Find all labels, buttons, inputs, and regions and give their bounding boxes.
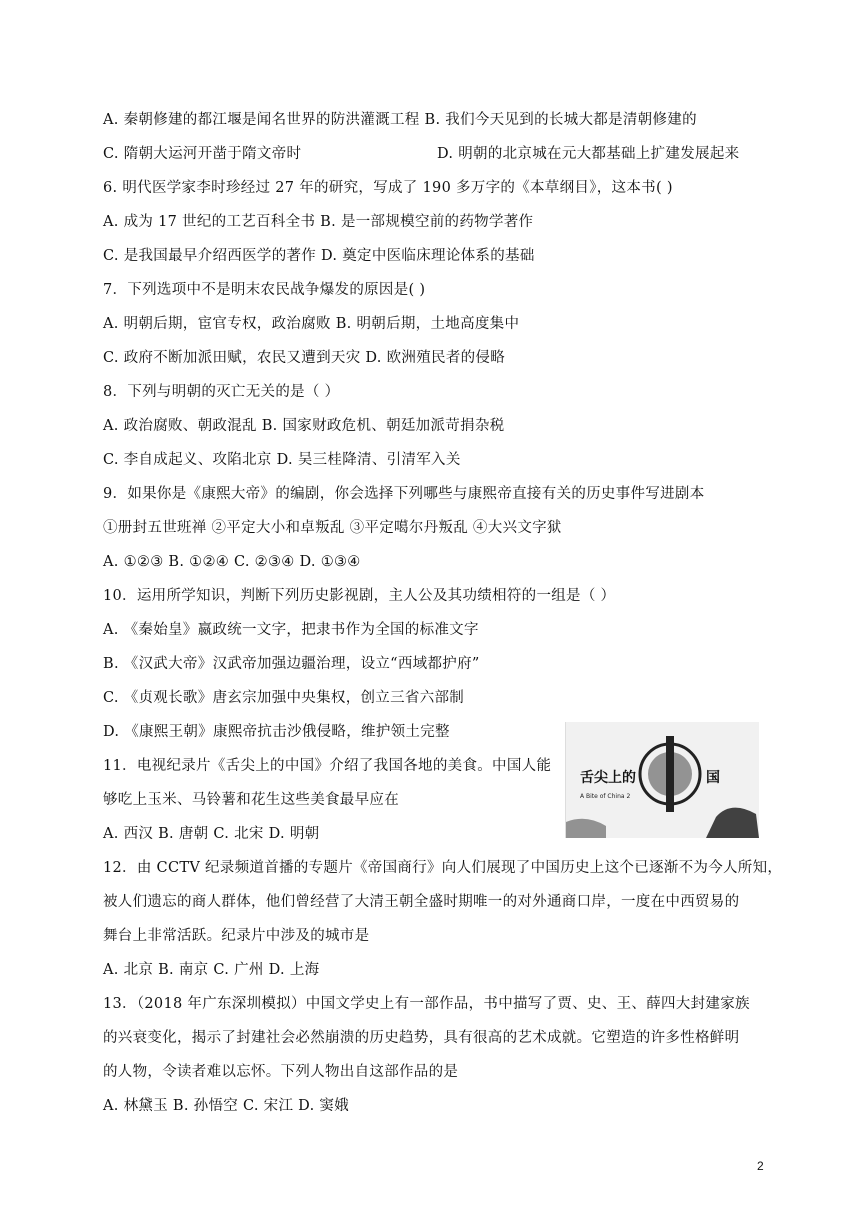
- q6-options-cd: C. 是我国最早介绍西医学的著作 D. 奠定中医临床理论体系的基础: [103, 248, 535, 264]
- photo-caption-en: A Bite of China 2: [580, 793, 631, 800]
- photo-caption-cn-end: 国: [706, 770, 720, 786]
- q6-options-ab: A. 成为 17 世纪的工艺百科全书 B. 是一部规模空前的药物学著作: [103, 214, 534, 230]
- page-number: 2: [757, 1159, 764, 1173]
- q11-options: A. 西汉 B. 唐朝 C. 北宋 D. 明朝: [103, 826, 320, 842]
- q7-options-ab: A. 明朝后期，宦官专权，政治腐败 B. 明朝后期，土地高度集中: [103, 316, 520, 332]
- q11-stem-1: 11．电视纪录片《舌尖上的中国》介绍了我国各地的美食。中国人能: [103, 758, 552, 774]
- q10-stem: 10．运用所学知识，判断下列历史影视剧，主人公及其功绩相符的一组是（ ）: [103, 588, 616, 604]
- bite-of-china-image: [565, 722, 759, 838]
- q8-options-cd: C. 李自成起义、攻陷北京 D. 吴三桂降清、引清军入关: [103, 452, 461, 468]
- q13-stem-2: 的兴衰变化，揭示了封建社会必然崩溃的历史趋势，具有很高的艺术成就。它塑造的许多性格鲜明: [103, 1030, 740, 1046]
- q13-options: A. 林黛玉 B. 孙悟空 C. 宋江 D. 窦娥: [103, 1098, 350, 1114]
- q13-stem-3: 的人物，令读者难以忘怀。下列人物出自这部作品的是: [103, 1064, 459, 1080]
- q9-items: ①册封五世班禅 ②平定大小和卓叛乱 ③平定噶尔丹叛乱 ④大兴文字狱: [103, 520, 562, 536]
- photo-caption-cn: 舌尖上的: [580, 770, 636, 786]
- q12-stem-3: 舞台上非常活跃。纪录片中涉及的城市是: [103, 928, 370, 944]
- q11-stem-2: 够吃上玉米、马铃薯和花生这些美食最早应在: [103, 792, 399, 808]
- q9-stem: 9．如果你是《康熙大帝》的编剧，你会选择下列哪些与康熙帝直接有关的历史事件写进剧本: [103, 486, 705, 502]
- q6-stem: 6. 明代医学家李时珍经过 27 年的研究，写成了 190 多万字的《本草纲目》，这本书( ): [103, 180, 673, 196]
- q5-option-c: C. 隋朝大运河开凿于隋文帝时: [103, 146, 302, 162]
- q8-options-ab: A. 政治腐败、朝政混乱 B. 国家财政危机、朝廷加派苛捐杂税: [103, 418, 505, 434]
- q10-option-c: C. 《贞观长歌》唐玄宗加强中央集权，创立三省六部制: [103, 690, 465, 706]
- q10-option-a: A. 《秦始皇》嬴政统一文字，把隶书作为全国的标准文字: [103, 622, 479, 638]
- q5-options-ab: A. 秦朝修建的都江堰是闻名世界的防洪灌溉工程 B. 我们今天见到的长城大都是清朝修建的: [103, 112, 697, 128]
- q7-stem: 7．下列选项中不是明末农民战争爆发的原因是( ): [103, 282, 426, 298]
- q13-stem-1: 13．（2018 年广东深圳模拟）中国文学史上有一部作品，书中描写了贾、史、王、薛四大封建家族: [103, 996, 750, 1012]
- q10-option-d: D. 《康熙王朝》康熙帝抗击沙俄侵略，维护领土完整: [103, 724, 450, 740]
- q10-option-b: B. 《汉武大帝》汉武帝加强边疆治理，设立“西域都护府”: [103, 656, 480, 672]
- q5-option-d: D. 明朝的北京城在元大都基础上扩建发展起来: [437, 146, 740, 162]
- q12-options: A. 北京 B. 南京 C. 广州 D. 上海: [103, 962, 320, 978]
- q9-options: A. ①②③ B. ①②④ C. ②③④ D. ①③④: [103, 554, 361, 570]
- bite-of-china-illustration: [566, 722, 759, 838]
- q7-options-cd: C. 政府不断加派田赋，农民又遭到天灾 D. 欧洲殖民者的侵略: [103, 350, 506, 366]
- q8-stem: 8．下列与明朝的灭亡无关的是（ ）: [103, 384, 340, 400]
- q12-stem-2: 被人们遗忘的商人群体，他们曾经营了大清王朝全盛时期唯一的对外通商口岸，一度在中西贸易的: [103, 894, 740, 910]
- q12-stem-1: 12．由 CCTV 纪录频道首播的专题片《帝国商行》向人们展现了中国历史上这个已逐渐不为今人所知，: [103, 860, 783, 876]
